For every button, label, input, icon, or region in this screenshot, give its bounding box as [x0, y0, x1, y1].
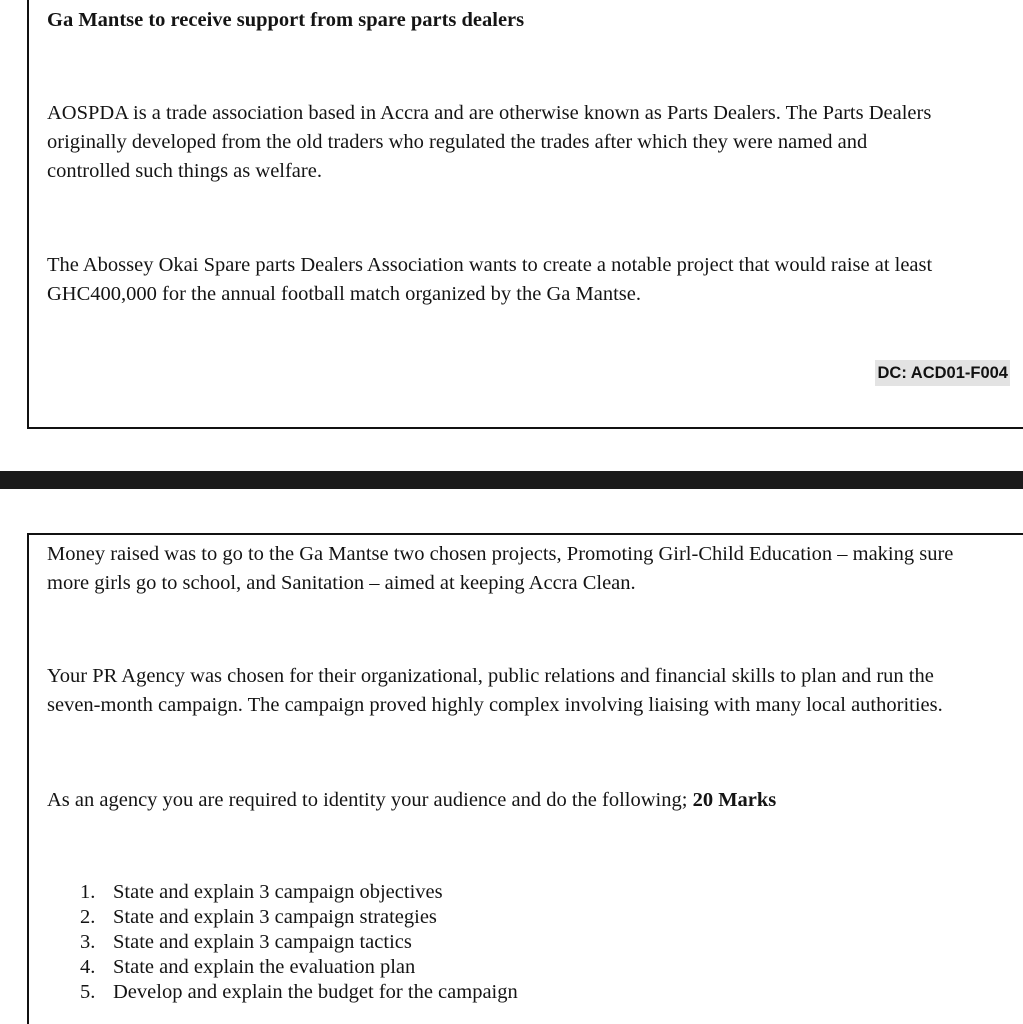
instruction-line	[47, 786, 776, 815]
paragraph-line: originally developed from the old traders who regulated the trades after which they were named and	[47, 131, 868, 153]
question-box-top	[27, 0, 1023, 429]
page-divider	[0, 471, 1023, 489]
list-item	[80, 955, 518, 980]
paragraph-line: controlled such things as welfare.	[47, 160, 322, 182]
list-text: Develop and explain the budget for the campaign	[113, 981, 518, 1003]
list-item	[80, 930, 518, 955]
paragraph-line: Your PR Agency was chosen for their organizational, public relations and financial skills to plan and run the	[47, 665, 934, 687]
list-text: State and explain the evaluation plan	[113, 956, 416, 978]
marks-label: 20 Marks	[692, 789, 777, 811]
paragraph-line: Money raised was to go to the Ga Mantse two chosen projects, Promoting Girl-Child Education – making sure	[47, 543, 954, 565]
list-item	[80, 880, 518, 905]
paragraph-line: GHC400,000 for the annual football match organized by the Ga Mantse.	[47, 283, 641, 305]
document-code-badge: DC: ACD01-F004	[875, 360, 1010, 386]
list-number: 5.	[80, 981, 96, 1003]
list-number: 3.	[80, 931, 96, 953]
list-text: State and explain 3 campaign objectives	[113, 881, 443, 903]
paragraph-line: The Abossey Okai Spare parts Dealers Association wants to create a notable project that would raise at least	[47, 254, 933, 276]
list-text: State and explain 3 campaign strategies	[113, 906, 437, 928]
list-item	[80, 905, 518, 930]
list-number: 1.	[80, 881, 96, 903]
task-list	[80, 880, 518, 1005]
list-number: 2.	[80, 906, 96, 928]
paragraph-line: more girls go to school, and Sanitation – aimed at keeping Accra Clean.	[47, 572, 636, 594]
list-item	[80, 980, 518, 1005]
paragraph-line: seven-month campaign. The campaign proved highly complex involving liaising with many local authorities.	[47, 694, 943, 716]
list-number: 4.	[80, 956, 96, 978]
document-title: Ga Mantse to receive support from spare parts dealers	[47, 9, 525, 31]
paragraph-line: AOSPDA is a trade association based in Accra and are otherwise known as Parts Dealers. The Parts Dealers	[47, 102, 932, 124]
instruction-text: As an agency you are required to identity your audience and do the following;	[47, 789, 693, 811]
list-text: State and explain 3 campaign tactics	[113, 931, 412, 953]
